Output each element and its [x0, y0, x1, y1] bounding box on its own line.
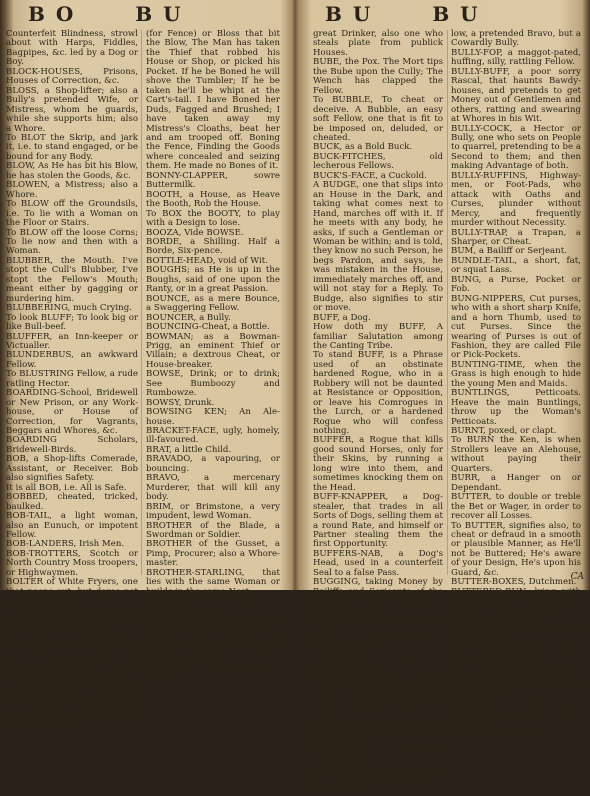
dictionary-entry: BUFF-KNAPPER, a Dog-stealer, that trades in all Sorts of Dogs, selling them at a round Rate, and himself or Partner stealing them the first Opportunity. — [313, 492, 443, 550]
left-page-header — [28, 2, 183, 26]
left-page-column-a — [6, 30, 138, 730]
header-left-letters: B O — [28, 2, 76, 26]
dictionary-entry: BUFFERS-NAB, a Dog's Head, used in a counterfeit Seal to a false Pass. — [313, 548, 443, 578]
dictionary-entry: BOLTER of White Fryers, one that peeps out, but dares not venture abroad. — [6, 577, 138, 607]
dictionary-entry: BOB-LANDERS, Irish Men. — [6, 539, 125, 550]
dictionary-entry: BRAT, a little Child. — [146, 444, 232, 455]
dictionary-entry: BURR, a Hanger on or Dependant. — [451, 473, 581, 493]
dictionary-entry: BULCHIN, a chubbingly Boy or Lad. — [313, 615, 443, 635]
dictionary-entry: To BLOW off the Groundsils, i.e. To lie with a Woman on the Floor or Stairs. — [6, 199, 138, 229]
dictionary-entry: BY-BLOW, a Bastard. — [451, 728, 542, 739]
dictionary-entry: BULLY-FOP, a maggot-pated, huffing, silly, rattling Fellow. — [451, 47, 581, 68]
right-page-column-a — [313, 30, 443, 796]
header-center-letters: B U — [135, 2, 183, 26]
dictionary-entry: BLUNDERBUS, an awkward Fellow. — [6, 350, 138, 370]
dictionary-entry: To stand BUFF, is a Phrase used of an obstinate hardened Rogue, who in a Robbery will not be daunted at Resistance or Opposition, or leave his Comrogues in the Lurch, or a hardened Rogue who will confess nothing. — [313, 350, 443, 437]
dictionary-entry: BLOCK-HOUSES, Prisons, Houses of Correction, &c. — [6, 66, 138, 87]
dictionary-entry: BROTHER-STARLING, that lies with the same Woman or builds in the same Nest. — [146, 567, 280, 597]
dictionary-entry: BUNG, a Purse, Pocket or Fob. — [451, 274, 581, 295]
dictionary-entry: BUTTOCK, a Whore. — [451, 615, 542, 626]
dictionary-entry: low, a pretended Bravo, but a Cowardly Bully. — [451, 29, 581, 49]
dictionary-entry: BUTTOCK-Broker, a Bawd, or a Match-maker. — [451, 624, 581, 644]
dictionary-entry: BUFFER, a Rogue that kills good sound Horses, only for their Skins, by running a long wire into them, and sometimes knocking them on the Head. — [313, 435, 443, 493]
dictionary-entry: To BURN the Ken, is when Strollers leave an Alehouse, without paying their Quarters. — [451, 435, 581, 474]
dictionary-entry: BULLY-BUFF, a poor sorry Rascal, that haunts Bawdy-houses, and pretends to get Money out of Gentlemen and others, ratting and swearing at Whores in his Wit. — [451, 66, 581, 125]
dictionary-entry: BLOWEN, a Mistress; also a Whore. — [6, 180, 138, 200]
dictionary-entry: BRACKET-FACE, ugly, homely, ill-favoured. — [146, 426, 280, 446]
dictionary-entry: BUM, a Bailiff or Serjeant. — [451, 246, 567, 257]
dictionary-entry: BLOSS, a Shop-lifter; also a Bully's pretended Wife, or Mistress, whom he guards, while she supports him; also a Whore. — [6, 85, 138, 134]
dictionary-entry: BUFF, a Dog. — [313, 312, 371, 323]
header-left-letters: B U — [325, 2, 373, 26]
left-page-column-b — [146, 30, 280, 682]
dictionary-entry: BULLS-EYE, a Crown or Five Shilling Piece. — [313, 747, 443, 767]
right-page-header — [325, 2, 480, 26]
dictionary-entry: BUTTER-BOXES, Dutchmen. — [451, 577, 577, 588]
dictionary-entry: BUNTLINGS, Petticoats. Heave the main Buntlings, throw up the Woman's Petticoats. — [451, 388, 581, 427]
dictionary-entry: To look BLUFF; To look big or like Bull-beef. — [6, 312, 138, 333]
dictionary-entry: BUTTOCK and Twang, or a down right Buttock and Pass File, a common Whore, but no Pickpocket. — [451, 662, 581, 701]
dictionary-entry: BUTTOCK and File, both Whore and Pickpocket. — [451, 643, 581, 663]
left-page — [0, 0, 295, 730]
dictionary-entry: BOUGHS; as He is up in the Boughs, said of one upon the Ranty, or in a great Passion. — [146, 265, 280, 295]
dictionary-entry: BUNTING-TIME, when the Grass is high enough to hide the young Men and Maids. — [451, 359, 581, 389]
dictionary-entry: It is all BOB, i.e. All is Safe. — [6, 482, 127, 493]
dictionary-entry: BULLY, a supposed Husband to a Bawd, or Whore; also a hussing Fel- — [313, 766, 443, 796]
dictionary-entry: BOWSE, Drink; or to drink; See Bumboozy and Rumbowze. — [146, 369, 280, 399]
dictionary-entry: BULKER, one that lodges all Night on Shop windows and Bulkheads. — [313, 719, 443, 748]
dictionary-entry: BULLY-TRAP, a Trapan, a Sharper, or Cheat. — [451, 227, 581, 247]
dictionary-entry: BUGGING, taking Money by Bailiffs and Serjeants of the Defendant not to arrest him. — [313, 577, 443, 607]
dictionary-entry: BUTTERED-BUN, lying with a Woman that has been just lain with by another Man. — [451, 586, 581, 616]
dictionary-entry: BULL, as, a Town Bull, a Whore-master. — [313, 634, 443, 654]
dictionary-entry: BULLY-RUFFINS, Highway-men, or Foot-Pads, who attack with Oaths and Curses, plunder without Mercy, and frequently murder without Necessity. — [451, 170, 581, 229]
dictionary-entry: BUTTER, to double or treble the Bet or Wager, in order to recover all Losses. — [451, 492, 581, 522]
dictionary-entry: BUZZARD, a foolish, soft Fellow, drawn in and cullied or tricked. — [451, 700, 581, 730]
dictionary-entry: BUGHER, a Dog. — [313, 605, 388, 616]
dictionary-entry: To BUBBLE, To cheat or deceive. A Bubble, an easy soft Fellow, one that is fit to be imposed on, deluded, or cheated. — [313, 95, 443, 143]
dictionary-entry: BONNY-CLAPPER, sowre Buttermilk. — [146, 170, 280, 191]
dictionary-entry: BOB-TROTTERS, Scotch or North Country Moss troopers, or Highwaymen. — [6, 548, 138, 578]
dictionary-entry: BUCK-FITCHES, old lecherous Fellows. — [313, 151, 443, 172]
dictionary-entry: BUBBER, a drinking Bowl; also a — [146, 662, 280, 682]
dictionary-entry: Counterfeit Blindness, strowl about with Harps, Fiddles, Bagpipes, &c. led by a Dog or Boy. — [6, 29, 138, 68]
dictionary-entry: BUNDLE-TAIL, a short, fat, or squat Lass. — [451, 255, 581, 276]
catchword: CA — [570, 572, 584, 582]
dictionary-entry: BLUBBERING, much Crying. — [6, 303, 132, 314]
dictionary-entry: BOUNCE, as a mere Bounce, a Swaggering Fellow. — [146, 293, 280, 314]
dictionary-entry: (for Fence) or Bloss that bit the Blow, The Man has taken the Thief that robbed his House or Shop, or picked his Pocket. If he be Boned he will shove the Tumbler; If he be taken he'll be whipt at the Cart's-tail. I have Boned her Duds, Fagged and Brushed; I have taken away my Mistress's Cloaths, beat her and am trooped off. Boning the Fence, Finding the Goods where concealed and seizing them. He made no Bones of it. — [146, 29, 280, 172]
dictionary-entry: A BUDGE, one that slips into an House in the Dark, and taking what comes next to Hand, marches off with it. If he meets with any body, he asks, if such a Gentleman or Woman be within; and is told, they know no such Person, he begs Pardon, and says, he was mistaken in the House, immediately marches off, and will not stay for a Reply. To Budge, also signifies to stir or move. — [313, 180, 443, 314]
dictionary-entry: BOOZA, Vide BOWSE. — [146, 227, 244, 238]
dictionary-entry: To BLOT the Skrip, and jark it, i.e. to stand engaged, or be bound for any Body. — [6, 132, 138, 162]
dictionary-entry: BULLY-COCK, a Hector or Bully, one who sets on People to quarrel, pretending to be a Second to them; and then making Advantage of both. — [451, 123, 581, 172]
dictionary-entry: BOWMAN; as a Bowman-Prigg, an eminent Thief or Villain; a dextrous Cheat, or House-breaker. — [146, 331, 280, 370]
dictionary-entry: BOWSING KEN; An Ale-house. — [146, 407, 280, 427]
dictionary-entry: BOLTSPRIT, the Nose. He has broke his Boltsprit; He has lost his Nose by the Pox. — [6, 605, 138, 635]
dictionary-entry: BUNG-NIPPERS, Cut purses, who with a short sharp Knife, and a horn Thumb, used to cut Purses. Since the wearing of Purses is out of Fashion, they are called File or Pick-Pockets. — [451, 293, 581, 361]
dictionary-entry: To BLOW off the loose Corns; To lie now and then with a Woman. — [6, 227, 138, 257]
dictionary-entry: BLUBBER, the Mouth. I've stopt the Cull's Blubber, I've stopt the Fellow's Mouth; meant either by gagging or murdering him. — [6, 255, 138, 304]
dictionary-entry: BRAVO, a mercenary Murderer, that will kill any body. — [146, 473, 280, 503]
dictionary-entry: BRIM, or Brimstone, a very impudent, lewd Woman. — [146, 501, 280, 522]
dictionary-entry: BROTHER of the Blade, a Swordman or Soldier. — [146, 520, 280, 541]
dictionary-entry: BOUNCING-Cheat, a Bottle. — [146, 322, 270, 333]
dictionary-entry: BLOW, As He has bit his Blow, he has stolen the Goods, &c. — [6, 161, 138, 181]
dictionary-entry: To BRUSH, to fing, or run away. The Cully is brushed or rubbed; The Fellow is marched off or broke. Bought a Brush, run away. — [146, 615, 280, 663]
dictionary-entry: How doth my BUFF, A familiar Salutation among the Canting Tribe. — [313, 322, 443, 351]
dictionary-entry: BORDE, a Shilling. Half a Borde, Six-pence. — [146, 236, 280, 257]
dictionary-entry: To BOX the BOOTY, to play with a Design to lose. — [146, 208, 280, 229]
dictionary-entry: To look like BULL-beef, to look big and grim. — [313, 652, 443, 673]
dictionary-entry: BOTTLE-HEAD, void of Wit. — [146, 255, 268, 266]
dictionary-entry: To BUTTER, signifies also, to cheat or defraud in a smooth or plausible Manner, as He'll not be Buttered; He's aware of your Design, He's upon his Guard, &c. — [451, 520, 581, 578]
right-page-column-b — [451, 30, 581, 739]
dictionary-entry: BOARDING-School, Bridewell or New Prison, or any Work-house, or House of Correction, for Vagrants, Beggars and Whores, &c. — [6, 388, 138, 437]
dictionary-entry: BUBE, the Pox. The Mort tips the Bube upon the Cully; The Wench has clapped the Fellow. — [313, 57, 443, 96]
dictionary-entry: BROTHER of the String, a Fidler, or Harper. — [146, 596, 280, 616]
dictionary-entry: great Drinker, also one who steals plate from publick Houses. — [313, 29, 443, 58]
dictionary-entry: BOWSY, Drunk. — [146, 397, 215, 408]
column-divider — [447, 30, 448, 575]
dictionary-entry: To BONE, to apprehend, seize, take or arrest. I'll Bone ye; I'll cause you to be arrested. We shall be Boned, we shall be apprehended for the Robbery. The Cove is Boned and gone to the Whit; The Rogue is taken up and carried to Newgate. The Cull has Boned the fen — [6, 634, 138, 730]
dictionary-entry: BULK, an Assistant to a File or Pick-Pocket, who jostles a Person up against the Wall, while the other picks his Pocket. — [313, 671, 443, 720]
dictionary-entry: BUCK'S-FACE, a Cuckold. — [313, 170, 427, 181]
column-divider — [141, 30, 142, 575]
dictionary-entry: BOOTH, a House, as Heave the Booth, Rob the House. — [146, 189, 280, 210]
dictionary-entry: BRAVADO, a vapouring, or bouncing. — [146, 454, 280, 474]
header-center-letters: B U — [432, 2, 480, 26]
dictionary-entry: BURNT, poxed, or clapt. — [451, 426, 557, 437]
dictionary-entry: BOARDING Scholars, Bridewell-Birds. — [6, 435, 138, 455]
right-page — [295, 0, 590, 796]
dictionary-entry: BOB, a Shop-lifts Comerade, Assistant, or Receiver. Bob also signifies Safety. — [6, 454, 138, 484]
dictionary-entry: BOUNCER, a Bully. — [146, 312, 231, 323]
dictionary-entry: BUCK, as a Bold Buck. — [313, 142, 413, 153]
dictionary-entry: BLUFFER, an Inn-keeper or Victualler. — [6, 331, 138, 351]
dictionary-entry: To BLUSTRING Fellow, a rude ratling Hector. — [6, 369, 138, 389]
dictionary-entry: BOB-TAIL, a light woman, also an Eunuch, or impotent Fellow. — [6, 511, 138, 541]
dictionary-entry: BROTHER of the Gusset, a Pimp, Procurer; also a Whore-master. — [146, 539, 280, 569]
dictionary-entry: BOBBED, cheated, tricked, baulked. — [6, 492, 138, 512]
